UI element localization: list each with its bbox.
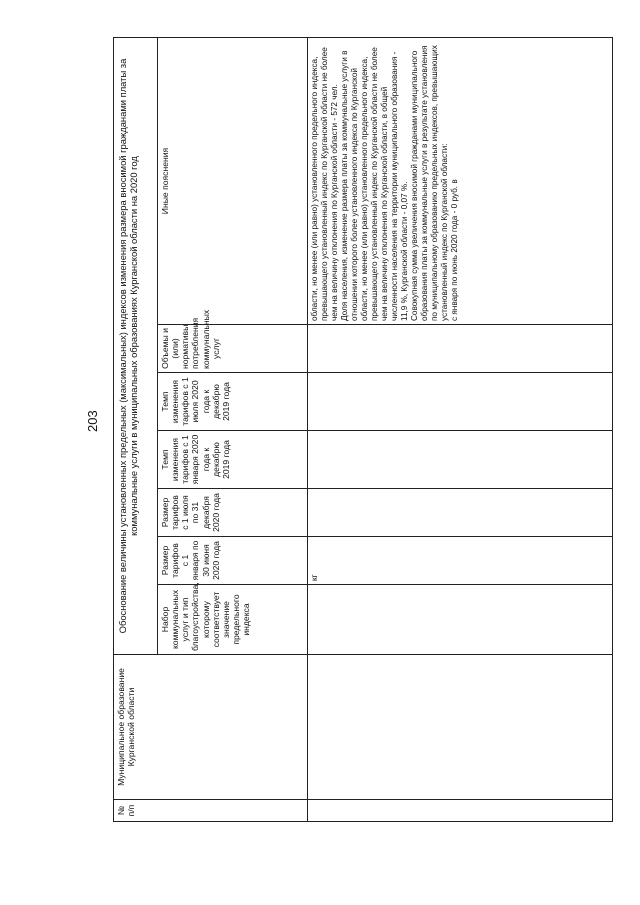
cell-rate-jul xyxy=(308,373,613,431)
cell-volumes xyxy=(308,325,613,373)
cell-municipality xyxy=(308,655,613,800)
header-rate-jul: Темп изменения тарифов с 1 июля 2020 года к декабрю 2019 года xyxy=(158,373,308,431)
header-explanations: Иные пояснения xyxy=(158,38,308,325)
header-service-set: Набор коммунальных услуг и тип благоустройства, которому соответствует значение предельного индекса xyxy=(158,585,308,655)
cell-num xyxy=(308,800,613,822)
cell-explanation: области, но менее (или равно) установленного предельного индекса, превышающего установленный индекс по Курганской области не более чем на величину отклонения по Курганской области - 572 чел. Доля населения, изменение размера платы за коммунальные услуги в отношении которого более установленного индекса по Курганской области, но менее (или равно) установленного предельного индекса, превышающего установленный индекс по Курганской области не более чем на величину отклонения по Курганской области, в общей численности населения на территории муниципального образования - 11,9 %, Курганской области - 0,07 %. Совокупная сумма увеличения вносимой гражданами муниципального образования платы за коммунальные услуги в результате установления по муниципальному образованию предельных индексов, превышающих установленный индекс по Курганской области: с января по июнь 2020 года - 0 руб. в xyxy=(308,38,613,325)
page-number: 203 xyxy=(85,410,100,432)
header-rate-jan: Темп изменения тарифов с 1 января 2020 года к декабрю 2019 года xyxy=(158,431,308,489)
cell-unit: кг xyxy=(308,537,613,585)
cell-rate-jan xyxy=(308,431,613,489)
table-row xyxy=(308,38,613,822)
table-header-row-1 xyxy=(114,38,158,822)
cell-tariff-size-h2 xyxy=(308,489,613,537)
table-title: Обоснование величины установленных предельных (максимальных) индексов изменения размера вносимой гражданами платы за коммунальные услуги в муниципальных образованиях Курганской области на 2020 год xyxy=(114,38,158,655)
header-tariff-size-h2: Размер тарифов с 1 июля по 31 декабря 2020 года xyxy=(158,489,308,537)
header-municipality: Муниципальное образование Курганской области xyxy=(114,655,308,800)
cell-service-set xyxy=(308,585,613,655)
tariff-index-table xyxy=(113,37,613,822)
header-num: № п/п xyxy=(114,800,308,822)
header-volumes: Объемы и (или) нормативы потребления коммунальных услуг xyxy=(158,325,308,373)
rotated-table-container xyxy=(113,37,608,822)
header-tariff-size-h1: Размер тарифов с 1 января по 30 июня 2020 года xyxy=(158,537,308,585)
